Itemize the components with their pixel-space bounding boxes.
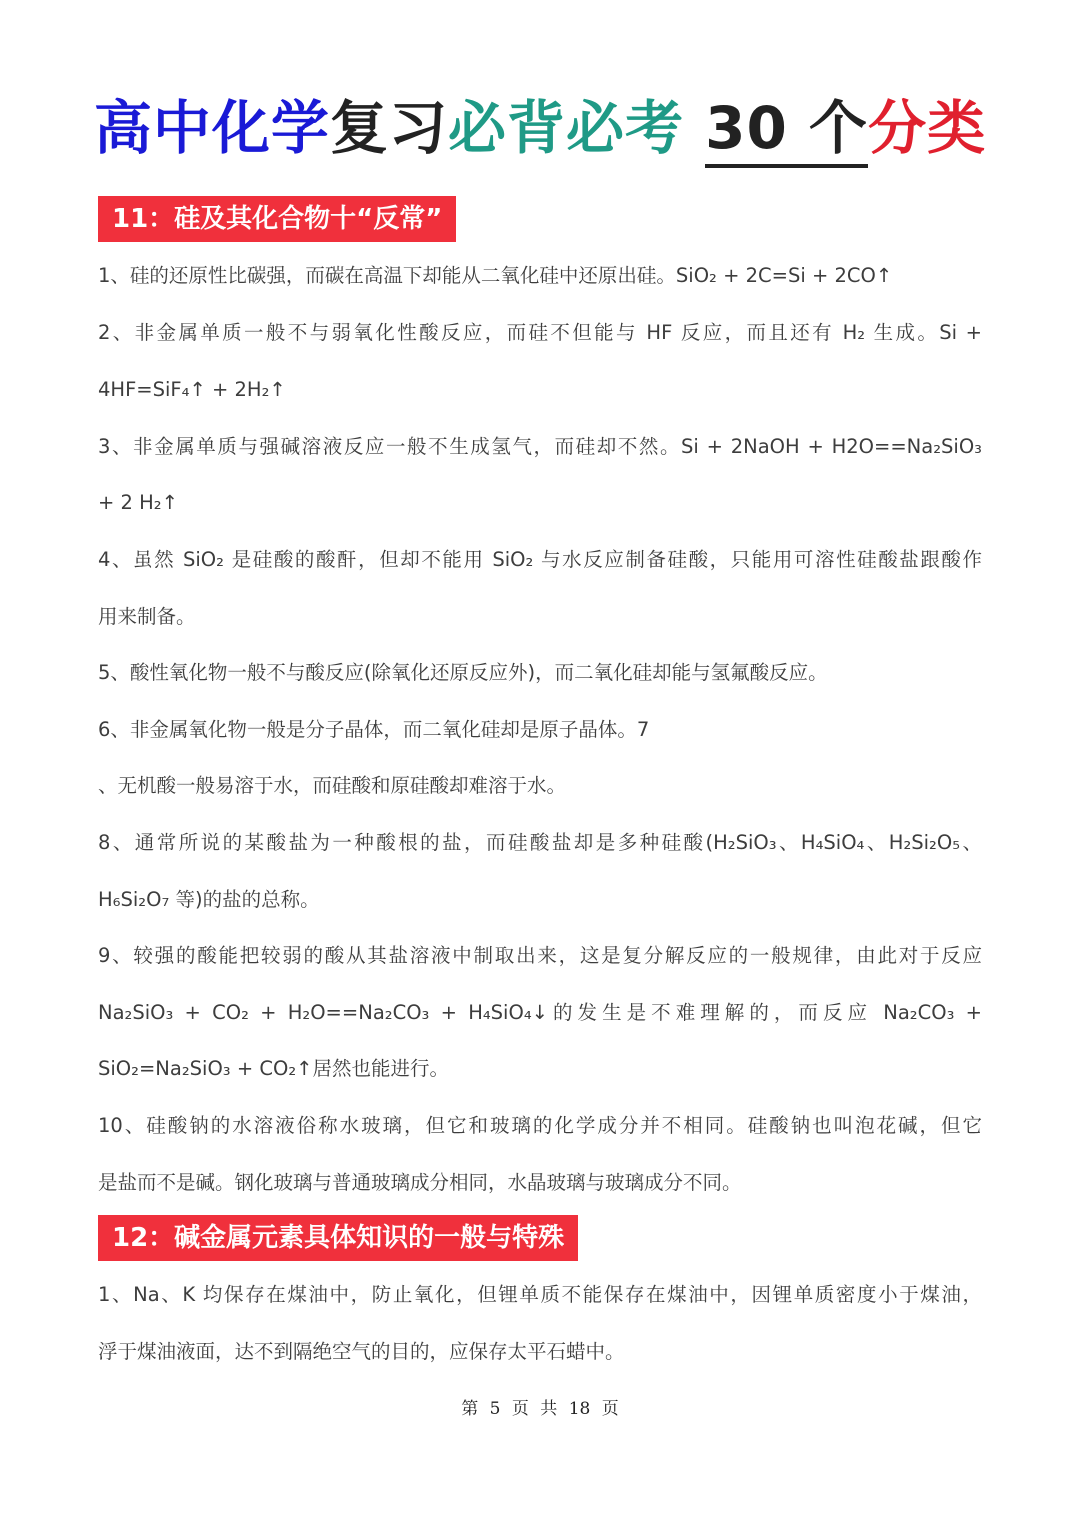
section-11-line-14: Na₂SiO₃ + CO₂ + H₂O==Na₂CO₃ + H₄SiO₄↓的发生是不难理解的，而反应 Na₂CO₃ +: [98, 1001, 982, 1024]
title-part-4: 30 个: [705, 94, 868, 168]
section-12-line-2: 浮于煤油液面，达不到隔绝空气的目的，应保存太平石蜡中。: [98, 1340, 625, 1363]
page-footer: 第 5 页 共 18 页: [461, 1399, 619, 1419]
title-part-2: 复习: [329, 94, 448, 162]
section-11-line-4: 3、非金属单质与强碱溶液反应一般不生成氢气，而硅却不然。Si + 2NaOH + H2O==Na₂SiO₃: [98, 435, 982, 458]
title-part-1: 高中化学: [93, 94, 330, 162]
section-12-line-1: 1、Na、K 均保存在煤油中，防止氧化，但锂单质不能保存在煤油中，因锂单质密度小于煤油，: [98, 1283, 982, 1306]
section-11-line-17: 是盐而不是碱。钢化玻璃与普通玻璃成分相同，水晶玻璃与玻璃成分不同。: [98, 1171, 742, 1194]
section-11-line-3: 4HF=SiF₄↑ + 2H₂↑: [98, 378, 286, 401]
title-part-3: 必背必考: [447, 94, 684, 162]
section-11-line-11: 8、通常所说的某酸盐为一种酸根的盐，而硅酸盐却是多种硅酸(H₂SiO₃、H₄SiO₄、H₂Si₂O₅、: [98, 831, 982, 854]
section-11-line-15: SiO₂=Na₂SiO₃ + CO₂↑居然也能进行。: [98, 1057, 449, 1080]
section-11-line-16: 10、硅酸钠的水溶液俗称水玻璃，但它和玻璃的化学成分并不相同。硅酸钠也叫泡花碱，但它: [98, 1114, 982, 1137]
section-11-heading: 11：硅及其化合物十“反常”: [98, 196, 456, 242]
section-11-line-2: 2、非金属单质一般不与弱氧化性酸反应，而硅不但能与 HF 反应，而且还有 H₂ 生成。Si +: [98, 321, 982, 344]
title-part-5: 分类: [868, 94, 987, 162]
section-11-line-6: 4、虽然 SiO₂ 是硅酸的酸酐，但却不能用 SiO₂ 与水反应制备硅酸，只能用可溶性硅酸盐跟酸作: [98, 548, 982, 571]
section-11-line-13: 9、较强的酸能把较弱的酸从其盐溶液中制取出来，这是复分解反应的一般规律，由此对于反应: [98, 944, 982, 967]
section-11-line-12: H₆Si₂O₇ 等)的盐的总称。: [98, 888, 320, 911]
section-11-line-9: 6、非金属氧化物一般是分子晶体，而二氧化硅却是原子晶体。7: [98, 718, 650, 741]
section-11-line-10: 、无机酸一般易溶于水，而硅酸和原硅酸却难溶于水。: [98, 774, 567, 797]
section-11-line-8: 5、酸性氧化物一般不与酸反应(除氧化还原反应外)，而二氧化硅却能与氢氟酸反应。: [98, 661, 828, 684]
section-11-line-7: 用来制备。: [98, 605, 196, 628]
page-title: [0, 92, 1080, 164]
section-12-heading: 12：碱金属元素具体知识的一般与特殊: [98, 1215, 578, 1261]
section-11-line-5: + 2 H₂↑: [98, 491, 178, 514]
section-11-line-1: 1、硅的还原性比碳强，而碳在高温下却能从二氧化硅中还原出硅。SiO₂ + 2C=Si + 2CO↑: [98, 264, 893, 287]
